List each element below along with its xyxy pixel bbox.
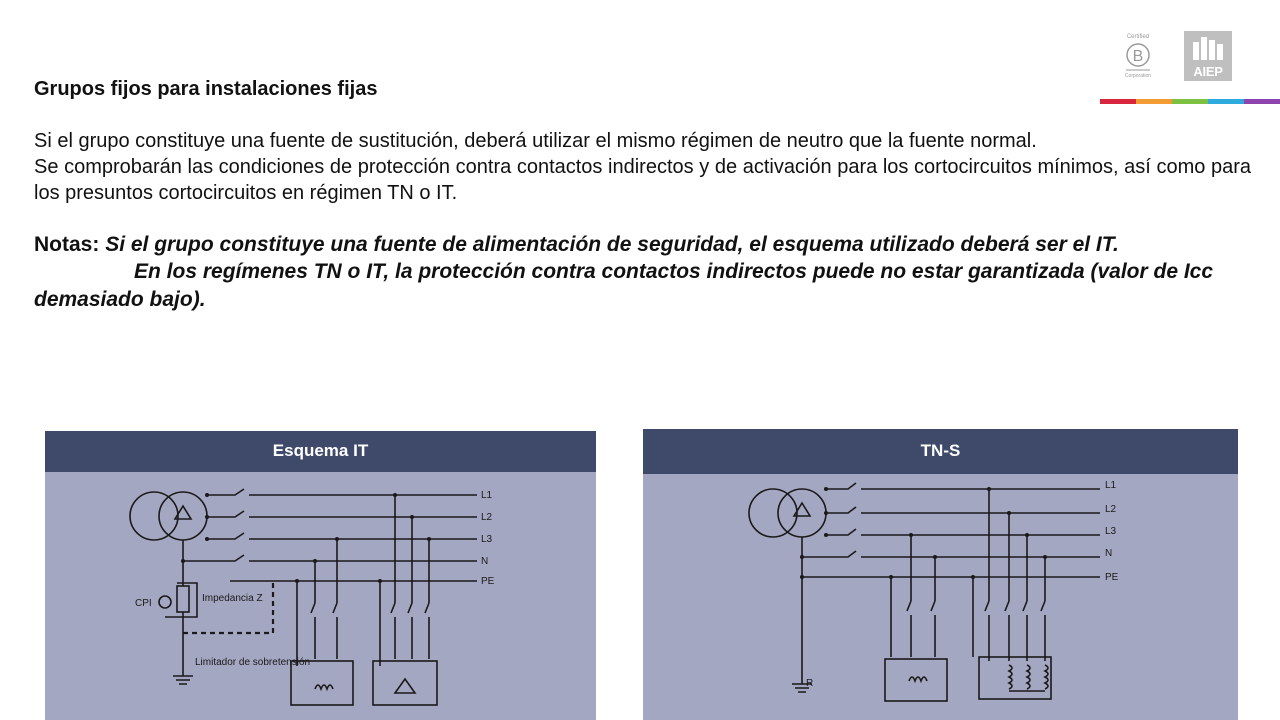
diagram-it-title: Esquema IT <box>272 441 369 460</box>
paragraph-2: Se comprobarán las condiciones de protección contra contactos indirectos y de activación para los cortocircuitos mínimos, así como para los presuntos cortocircuitos en régimen TN o IT. <box>34 156 1251 204</box>
notes-line-2: En los regímenes TN o IT, la protección contra contactos indirectos puede no estar garantizada (valor de Icc demasiado bajo). <box>34 260 1214 311</box>
diagram-tn-title: TN-S <box>920 441 961 460</box>
paragraph-1: Si el grupo constituye una fuente de sustitución, deberá utilizar el mismo régimen de neutro que la fuente normal. <box>34 130 1037 152</box>
tn-label-ground: R <box>806 678 814 689</box>
aiep-logo-text: AIEP <box>1193 64 1223 79</box>
notes-label: Notas: <box>34 233 100 256</box>
tn-line-label-n: N <box>1105 548 1113 559</box>
notes-line-1: Si el grupo constituye una fuente de alimentación de seguridad, el esquema utilizado deberá ser el IT. <box>105 233 1119 256</box>
line-label-l3: L3 <box>481 534 493 545</box>
line-label-pe: PE <box>481 576 495 587</box>
line-label-n: N <box>481 556 489 567</box>
tn-line-label-l3: L3 <box>1105 526 1117 537</box>
tn-line-label-pe: PE <box>1105 572 1119 583</box>
label-limiter: Limitador de sobretensión <box>195 657 311 668</box>
diagram-tn-s <box>643 429 1238 720</box>
diagram-esquema-it <box>45 431 596 720</box>
slide-text <box>34 76 1251 313</box>
line-label-l1: L1 <box>481 490 493 501</box>
aiep-logo <box>1184 31 1232 81</box>
tn-line-label-l2: L2 <box>1105 504 1117 515</box>
notes-block <box>34 231 1251 313</box>
svg-text:B: B <box>1132 48 1144 65</box>
line-label-l2: L2 <box>481 512 493 523</box>
svg-text:Certified: Certified <box>1126 34 1150 40</box>
tn-line-label-l1: L1 <box>1105 480 1117 491</box>
slide-title: Grupos fijos para instalaciones fijas <box>34 78 378 100</box>
svg-text:Corporation: Corporation <box>1124 73 1152 79</box>
label-cpi: CPI <box>135 598 152 609</box>
label-impedance: Impedancia Z <box>202 593 263 604</box>
